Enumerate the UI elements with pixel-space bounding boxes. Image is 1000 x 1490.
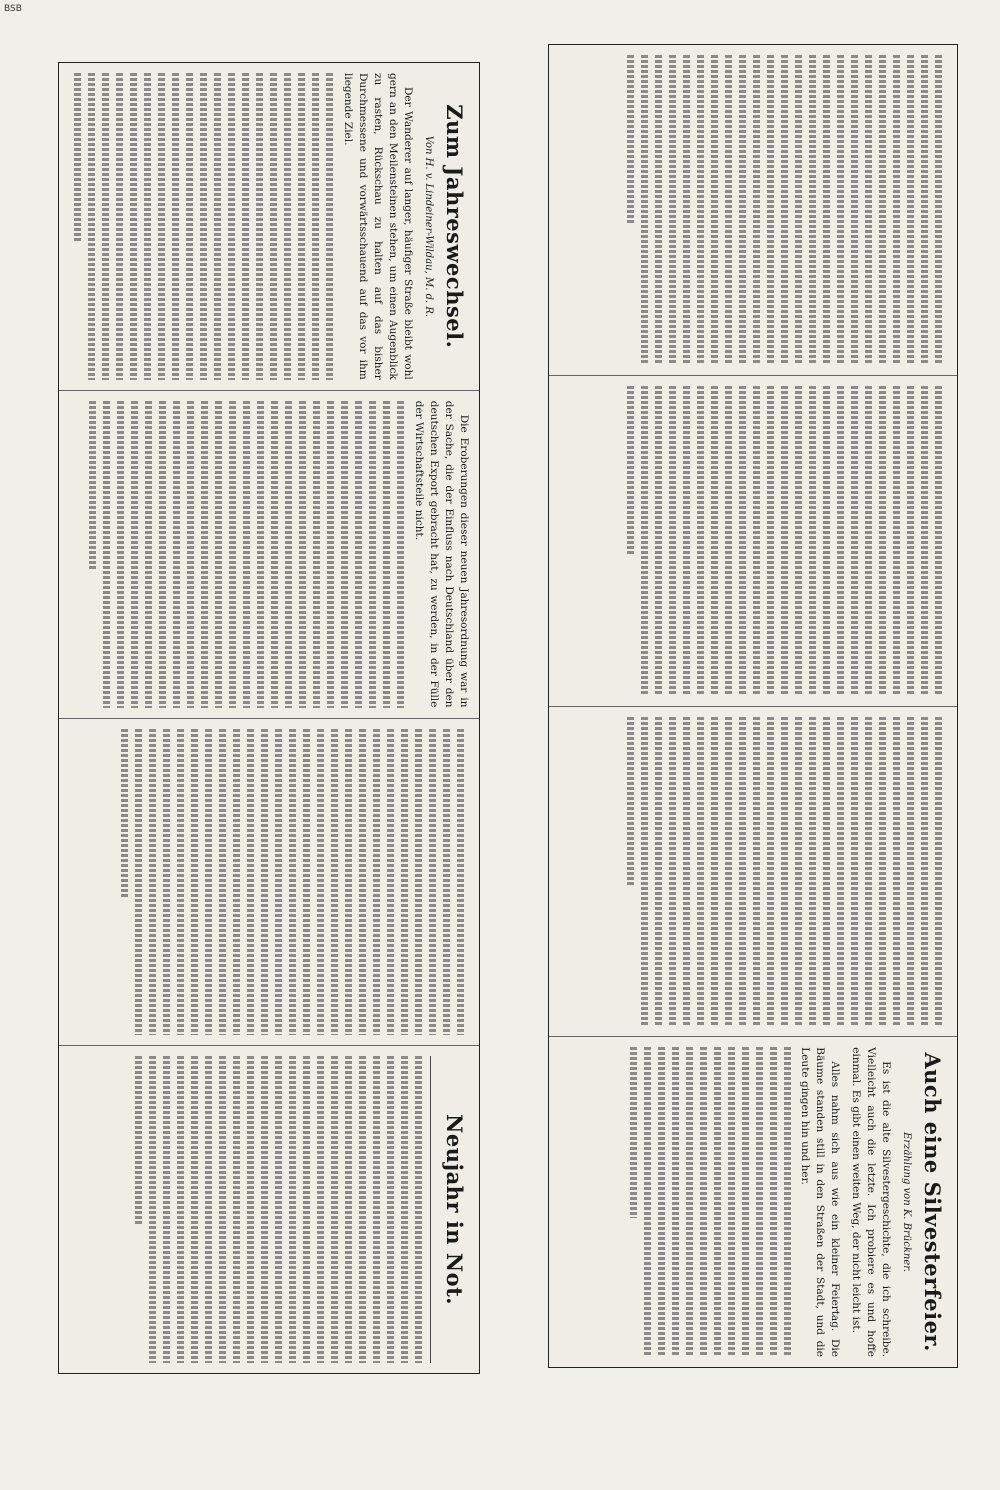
- column-4: [549, 1036, 957, 1367]
- right-newspaper-page: [548, 44, 958, 1368]
- article-byline: Erzählung von K. Brückner.: [901, 1132, 913, 1273]
- body-text-lines: [89, 401, 404, 708]
- library-stamp: BSB: [4, 4, 22, 14]
- article-paragraph: Es ist die alte Silvestergeschichte, die ich schreibe. Vielleicht auch die letzte. Ich probiere es und hoffe einmal. Es gibt einen weiten Weg, der nicht leicht ist.: [850, 1047, 892, 1357]
- body-text-lines: [121, 729, 464, 1036]
- body-text-lines: [74, 73, 333, 380]
- column-1: [59, 63, 479, 390]
- column-4: [59, 1045, 479, 1373]
- body-text-lines: [627, 386, 942, 696]
- column-2: [59, 390, 479, 718]
- column-3: [59, 718, 479, 1046]
- article-paragraph: Der Wanderer auf langer, häufiger Straße bleibt wohl gern an den Meilensteinen stehen, um einen Augenblick zu rasten, Rückschau zu halten auf das bisher Durchmessene und vorwärtsschauend auf das vor ihm liegende Ziel.: [342, 73, 414, 380]
- left-newspaper-page: [58, 62, 480, 1374]
- body-text-lines: [627, 717, 942, 1027]
- column-2: [549, 375, 957, 706]
- column-3: [549, 706, 957, 1037]
- body-text-lines: [627, 55, 942, 365]
- article-title: Zum Jahreswechsel.: [442, 104, 467, 349]
- article-byline: Von H. v. Lindeiner-Wildau, M. d. R.: [423, 135, 435, 318]
- column-1: [549, 45, 957, 375]
- body-text-lines: [135, 1056, 422, 1363]
- article-title: Auch eine Silvesterfeier.: [920, 1052, 945, 1352]
- divider: [430, 1056, 431, 1363]
- article-paragraph: Alles nahm sich aus wie ein kleiner Feiertag. Die Bäume standen still in den Straßen der Stadt, und die Leute gingen hin und her.: [799, 1047, 842, 1357]
- article-paragraph: Die Eroberungen dieser neuen Jahresordnung war in der Sache, die der Einfluss nach Deutschland über den deutschen Export gebracht hat, zu werden, in der Fülle der Wirtschaftsteile nicht.: [413, 400, 470, 708]
- body-text-lines: [630, 1047, 791, 1357]
- section-title: Neujahr in Not.: [442, 1114, 467, 1306]
